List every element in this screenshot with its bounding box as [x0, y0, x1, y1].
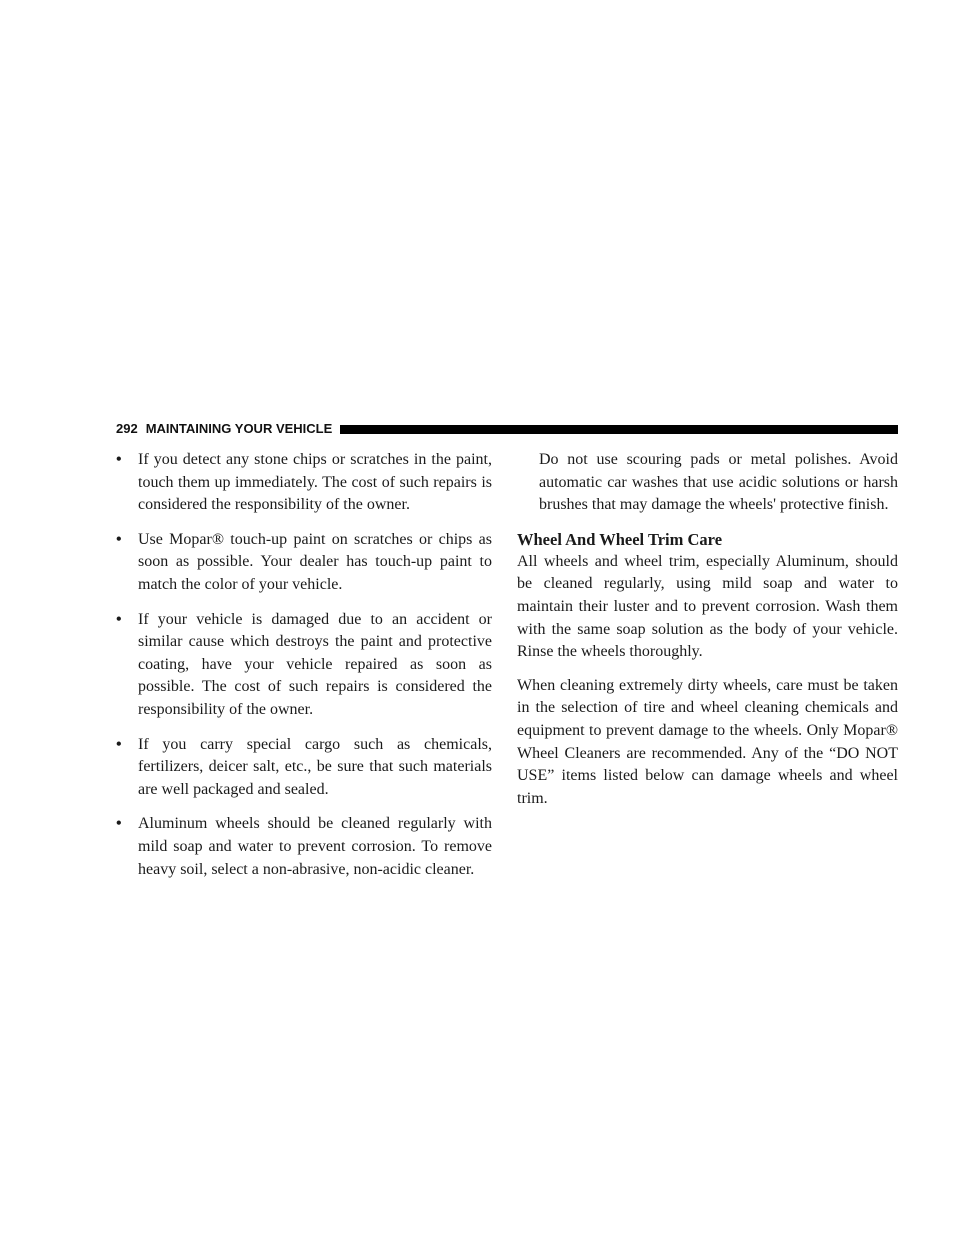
page-number: 292	[116, 421, 138, 436]
bullet-text: If your vehicle is damaged due to an accident or similar cause which destroys the paint and protective coating, have your vehicle repaired as soon as possible. The cost of such repairs is considered the responsibility of the owner.	[138, 610, 492, 718]
bullet-icon: •	[116, 451, 122, 468]
bullet-icon: •	[116, 815, 122, 833]
bullet-icon: •	[116, 530, 122, 548]
header-rule	[340, 425, 898, 434]
bullet-icon: •	[116, 735, 122, 753]
bullet-text: Aluminum wheels should be cleaned regularly with mild soap and water to prevent corrosion. To remove heavy soil, select a non-abrasive, non-acidic cleaner.	[138, 815, 492, 878]
bullet-item-stone-chips	[116, 449, 492, 517]
bullet-item-special-cargo	[116, 734, 492, 802]
paragraph-wheel-cleaning: All wheels and wheel trim, especially Aluminum, should be cleaned regularly, using mild soap and water to maintain their luster and to prevent corrosion. Wash them with the same soap solution as the body of your vehicle. Rinse the wheels thoroughly.	[517, 552, 898, 661]
paragraph-dirty-wheels: When cleaning extremely dirty wheels, care must be taken in the selection of tire and wheel cleaning chemicals and equipment to prevent damage to the wheels. Only Mopar® Wheel Cleaners are recommended. Any of the “DO NOT USE” items listed below can damage wheels and wheel trim.	[517, 676, 898, 807]
bullet-icon: •	[116, 610, 122, 628]
section-heading-wheel-care: Wheel And Wheel Trim Care	[517, 529, 723, 549]
bullet-text: Use Mopar® touch-up paint on scratches or chips as soon as possible. Your dealer has touch-up paint to match the color of your vehicle.	[138, 530, 492, 593]
bullet-item-accident-damage	[116, 609, 492, 722]
bullet-continuation: Do not use scouring pads or metal polishes. Avoid automatic car washes that use acidic solutions or harsh brushes that may damage the wheels' protective finish.	[539, 451, 898, 514]
right-column	[517, 449, 898, 821]
bullet-text: If you carry special cargo such as chemicals, fertilizers, deicer salt, etc., be sure that such materials are well packaged and sealed.	[138, 735, 492, 798]
page-header	[116, 420, 898, 438]
bullet-item-touch-up-paint	[116, 529, 492, 597]
bullet-text: If you detect any stone chips or scratches in the paint, touch them up immediately. The cost of such repairs is considered the responsibility of the owner.	[138, 451, 492, 514]
bullet-item-aluminum-wheels	[116, 813, 492, 881]
left-column	[116, 449, 492, 893]
section-title: MAINTAINING YOUR VEHICLE	[145, 421, 333, 436]
